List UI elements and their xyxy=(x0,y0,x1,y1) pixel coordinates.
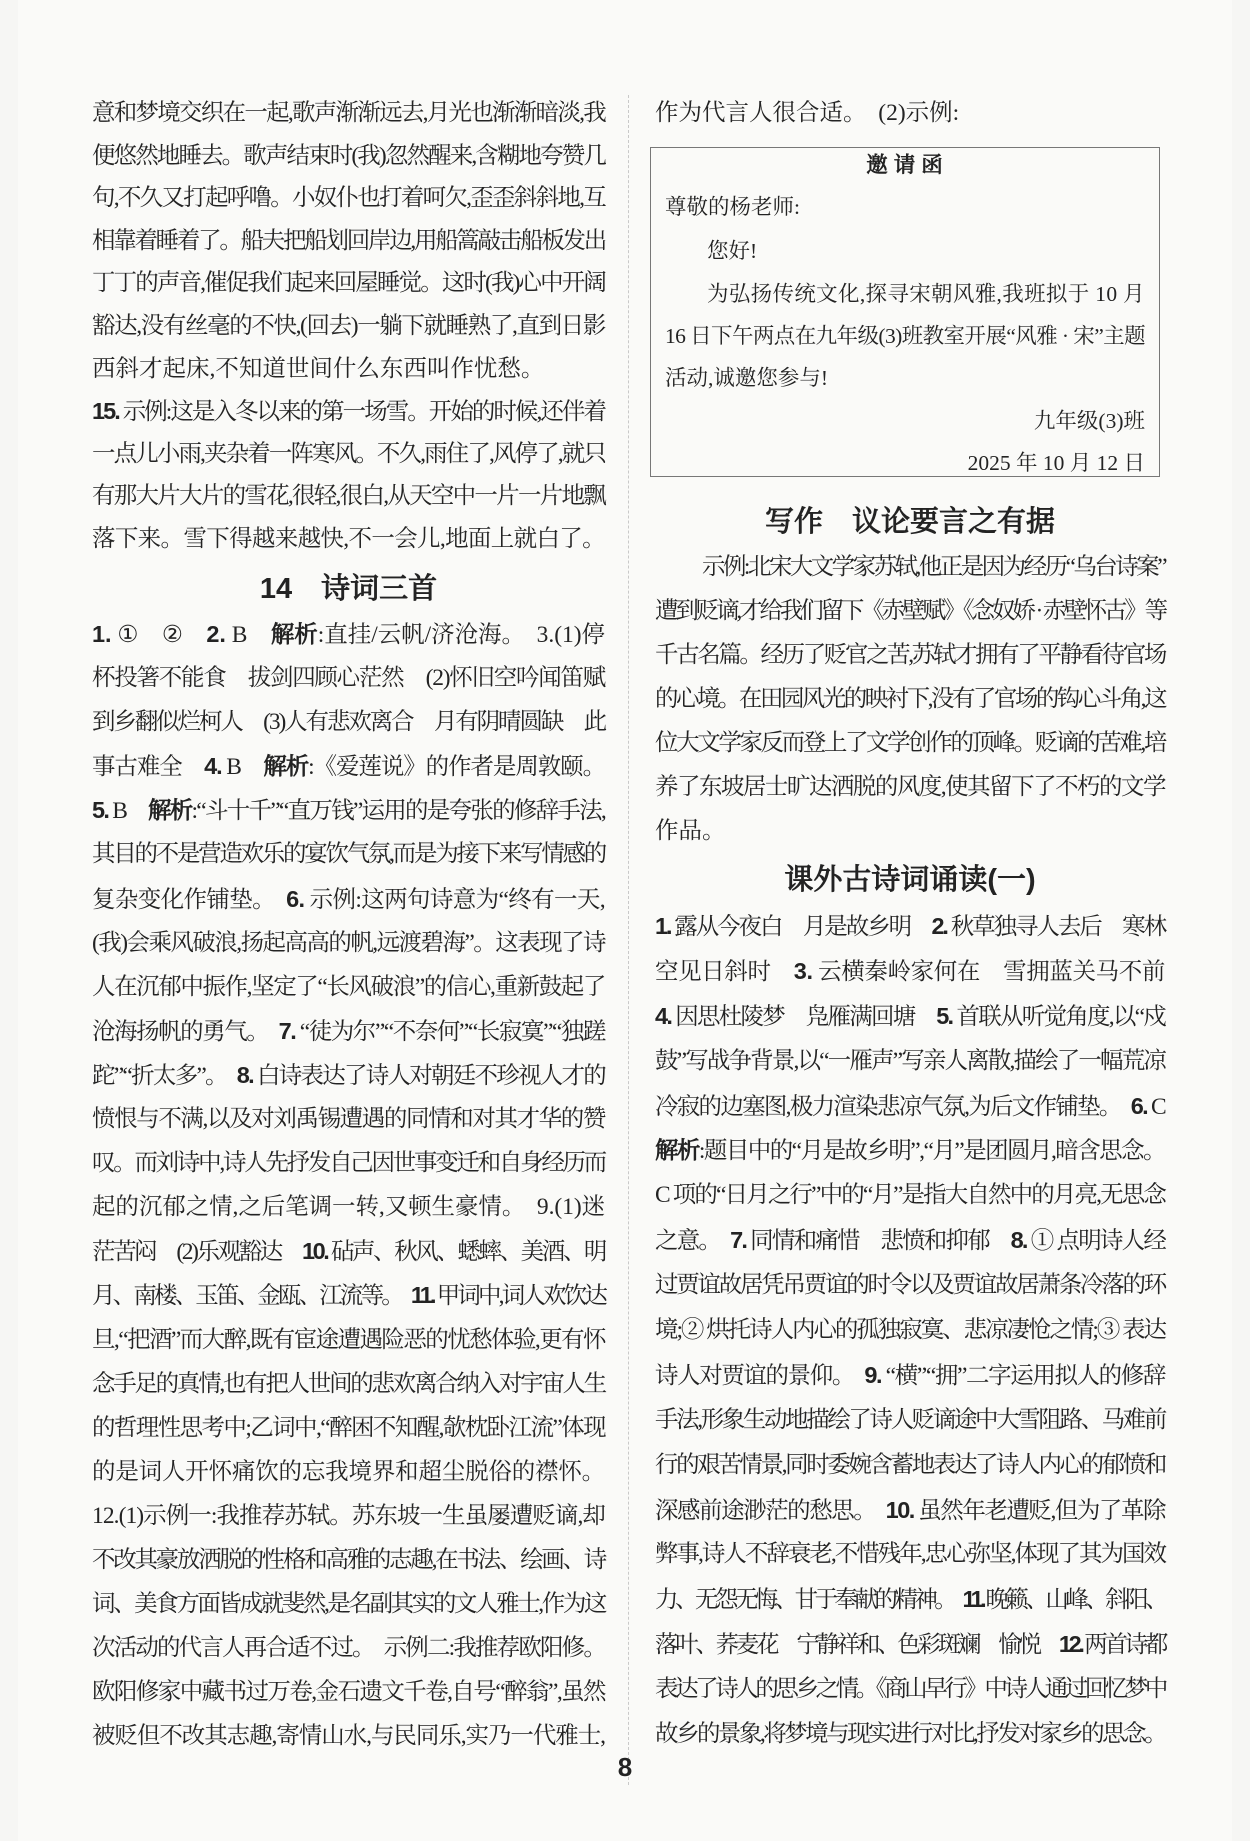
text-line: 人在沉郁中振作,坚定了“长风破浪”的信心,重新鼓起了 xyxy=(92,973,605,1000)
text-line: 示例:北宋大文学家苏轼,他正是因为经历“乌台诗案” xyxy=(702,554,1165,580)
text-line: 到乡翻似烂柯人 (3)人有悲欢离合 月有阴晴圆缺 此 xyxy=(92,709,605,736)
text-line: 事古难全 4. B 解析:《爱莲说》的作者是周敦颐。 xyxy=(92,753,605,781)
page-number: 8 xyxy=(617,1752,633,1782)
text-line: 西斜才起床,不知道世间什么东西叫作忧愁。 xyxy=(92,355,545,382)
text-line: 1. 露从今夜白 月是故乡明 2. 秋草独寻人去后 寒林 xyxy=(655,913,1166,940)
text-line: 月、南楼、玉笛、金瓯、江流等。 11. 甲词中,词人欢饮达 xyxy=(92,1282,606,1310)
text-line: 复杂变化作铺垫。 6. 示例:这两句诗意为“终有一天, xyxy=(92,885,605,913)
text-line: 养了东坡居士旷达洒脱的风度,使其留下了不朽的文学 xyxy=(655,774,1165,800)
invitation-title: 邀 请 函 xyxy=(866,153,943,177)
invitation-body-line: 为弘扬传统文化,探寻宋朝风雅,我班拟于 10 月 xyxy=(707,282,1145,306)
text-line: 沧海扬帆的勇气。 7. “徒为尔”“不奈何”“长寂寞”“独蹉 xyxy=(92,1017,605,1045)
text-line: 次活动的代言人再合适不过。 示例二:我推荐欧阳修。 xyxy=(92,1635,605,1662)
text-line: 跎”“折太多”。 8. 白诗表达了诗人对朝廷不珍视人才的 xyxy=(92,1061,605,1089)
text-line: 落下来。雪下得越来越快,不一会儿,地面上就白了。 xyxy=(92,525,605,552)
text-line: 作品。 xyxy=(655,818,726,844)
text-line: 豁达,没有丝毫的不快,(回去)一躺下就睡熟了,直到日影 xyxy=(92,312,605,339)
text-line: 有那大片大片的雪花,很轻,很白,从天空中一片一片地飘 xyxy=(92,483,605,510)
text-line: 15. 示例:这是入冬以来的第一场雪。开始的时候,还伴着 xyxy=(92,398,605,426)
left-intro-paragraphs xyxy=(92,92,605,561)
text-line: 句,不久又打起呼噜。小奴仆也打着呵欠,歪歪斜斜地,互 xyxy=(92,185,605,212)
text-line: 1. ① ② 2. B 解析:直挂/云帆/济沧海。 3.(1)停 xyxy=(92,621,605,648)
right-first-line xyxy=(655,92,1165,134)
invitation-date: 2025 年 10 月 12 日 xyxy=(967,451,1145,475)
invitation-greeting: 您好! xyxy=(707,239,758,263)
invitation-letter xyxy=(650,147,1160,477)
invitation-body-line: 活动,诚邀您参与! xyxy=(665,366,829,390)
text-line: 表达了诗人的思乡之情。《商山早行》中诗人通过回忆梦中 xyxy=(655,1676,1165,1703)
section-title-extracurricular-poems: 课外古诗词诵读(一) xyxy=(784,864,1036,896)
text-line: 冷寂的边塞图,极力渲染悲凉气氛,为后文作铺垫。 6. C xyxy=(655,1092,1165,1120)
text-line: 解析:题目中的“月是故乡明”,“月”是团圆月,暗含思念。 xyxy=(655,1137,1165,1165)
text-line: 杯投箸不能食 拔剑四顾心茫然 (2)怀旧空吟闻笛赋 xyxy=(92,665,605,692)
text-line: 愤恨与不满,以及对刘禹锡遭遇的同情和对其才华的赞 xyxy=(92,1106,605,1133)
text-line: 4. 因思杜陵梦 凫雁满回塘 5. 首联从听觉角度,以“戍 xyxy=(655,1002,1166,1030)
text-line: 千古名篇。经历了贬官之苦,苏轼才拥有了平静看待官场 xyxy=(655,642,1165,668)
text-line: 诗人对贾谊的景仰。 9. “横”“拥”二字运用拟人的修辞 xyxy=(655,1361,1166,1389)
text-line: 欧阳修家中藏书过万卷,金石遗文千卷,自号“醉翁”,虽然 xyxy=(92,1679,605,1706)
section-title-poems: 14 诗词三首 xyxy=(259,573,438,605)
text-line: 弊事,诗人不辞衰老,不惜残年,忠心弥坚,体现了其为国效 xyxy=(655,1541,1165,1568)
text-line: 词、美食方面皆成就斐然,是名副其实的文人雅士,作为这 xyxy=(92,1591,605,1618)
text-line: 旦,“把酒”而大醉,既有宦途遭遇险恶的忧愁体验,更有怀 xyxy=(92,1326,605,1353)
text-line: 落叶、荞麦花 宁静祥和、色彩斑斓 愉悦 12. 两首诗都 xyxy=(655,1631,1166,1659)
text-line: 便悠然地睡去。歌声结束时(我)忽然醒来,含糊地夸赞几 xyxy=(92,142,605,169)
text-line: 意和梦境交织在一起,歌声渐渐远去,月光也渐渐暗淡,我 xyxy=(92,100,605,126)
text-line: (我)会乘风破浪,扬起高高的帆,远渡碧海”。这表现了诗 xyxy=(92,929,605,956)
text-line: 之意。 7. 同情和痛惜 悲愤和抑郁 8. ① 点明诗人经 xyxy=(655,1227,1166,1255)
text-line: 境;② 烘托诗人内心的孤独寂寞、悲凉凄怆之情;③ 表达 xyxy=(655,1317,1165,1344)
text-line: 过贾谊故居凭吊贾谊的时令以及贾谊故居萧条冷落的环 xyxy=(655,1272,1165,1299)
invitation-body-line: 16 日下午两点在九年级(3)班教室开展“风雅 · 宋”主题 xyxy=(665,324,1145,348)
text-line: 空见日斜时 3. 云横秦岭家何在 雪拥蓝关马不前 xyxy=(655,957,1166,985)
text-line: 的哲理性思考中;乙词中,“醉困不知醒,欹枕卧江流”体现 xyxy=(92,1414,605,1441)
text-line: 不改其豪放洒脱的性格和高雅的志趣,在书法、绘画、诗 xyxy=(92,1546,605,1573)
text-line: 遭到贬谪,才给我们留下《赤壁赋》《念奴娇 · 赤壁怀古》等 xyxy=(655,598,1165,624)
text-line: 叹。而刘诗中,诗人先抒发自己因世事变迁和自身经历而 xyxy=(92,1150,605,1177)
text-line: 行的艰苦情景,同时委婉含蓄地表达了诗人内心的郁愤和 xyxy=(655,1451,1165,1478)
text-line: 鼓”写战争背景,以“一雁声”写亲人离散,描绘了一幅荒凉 xyxy=(655,1047,1165,1074)
text-line: 的心境。在田园风光的映衬下,没有了官场的钩心斗角,这 xyxy=(655,686,1165,712)
text-line: 手法,形象生动地描绘了诗人贬谪途中大雪阻路、马难前 xyxy=(655,1406,1165,1433)
poems-answers xyxy=(92,612,605,1758)
text-line: 的是词人开怀痛饮的忘我境界和超尘脱俗的襟怀。 xyxy=(92,1458,605,1485)
text-line: 深感前途渺茫的愁思。 10. 虽然年老遭贬,但为了革除 xyxy=(655,1496,1166,1524)
invitation-signature: 九年级(3)班 xyxy=(1033,409,1145,433)
text-line: 一点儿小雨,夹杂着一阵寒风。不久,雨住了,风停了,就只 xyxy=(92,440,605,467)
text-line: 茫苦闷 (2)乐观豁达 10. 砧声、秋风、蟋蟀、美酒、明 xyxy=(92,1238,606,1266)
text-line: 位大文学家反而登上了文学创作的顶峰。贬谪的苦难,培 xyxy=(655,730,1165,756)
text-line: 被贬但不改其志趣,寄情山水,与民同乐,实乃一代雅士, xyxy=(92,1723,605,1750)
text-line: 力、无怨无悔、甘于奉献的精神。 11. 晚籁、山峰、斜阳、 xyxy=(655,1586,1166,1614)
text-line: C 项的“日月之行”中的“月”是指大自然中的月亮,无思念 xyxy=(655,1182,1165,1209)
section-title-writing: 写作 议论要言之有据 xyxy=(764,506,1055,538)
text-line: 丁丁的声音,催促我们起来回屋睡觉。这时(我)心中开阔 xyxy=(92,270,605,297)
extracurricular-answers xyxy=(655,904,1165,1757)
text-line: 故乡的景象,将梦境与现实进行对比,抒发对家乡的思念。 xyxy=(655,1721,1165,1748)
invitation-salutation: 尊敬的杨老师: xyxy=(665,195,800,219)
column-divider xyxy=(628,95,629,1785)
text-line: 作为代言人很合适。 (2)示例: xyxy=(655,100,960,126)
text-line: 起的沉郁之情,之后笔调一转,又顿生豪情。 9.(1)迷 xyxy=(92,1194,605,1221)
text-line: 12.(1)示例一:我推荐苏轼。苏东坡一生虽屡遭贬谪,却 xyxy=(92,1502,605,1529)
text-line: 5. B 解析:“斗十千”“直万钱”运用的是夸张的修辞手法, xyxy=(92,797,605,825)
writing-example xyxy=(655,545,1165,853)
text-line: 其目的不是营造欢乐的宴饮气氛,而是为接下来写情感的 xyxy=(92,841,605,868)
text-line: 念手足的真情,也有把人世间的悲欢离合纳入对宇宙人生 xyxy=(92,1370,605,1397)
text-line: 相靠着睡着了。船夫把船划回岸边,用船篙敲击船板发出 xyxy=(92,227,605,254)
